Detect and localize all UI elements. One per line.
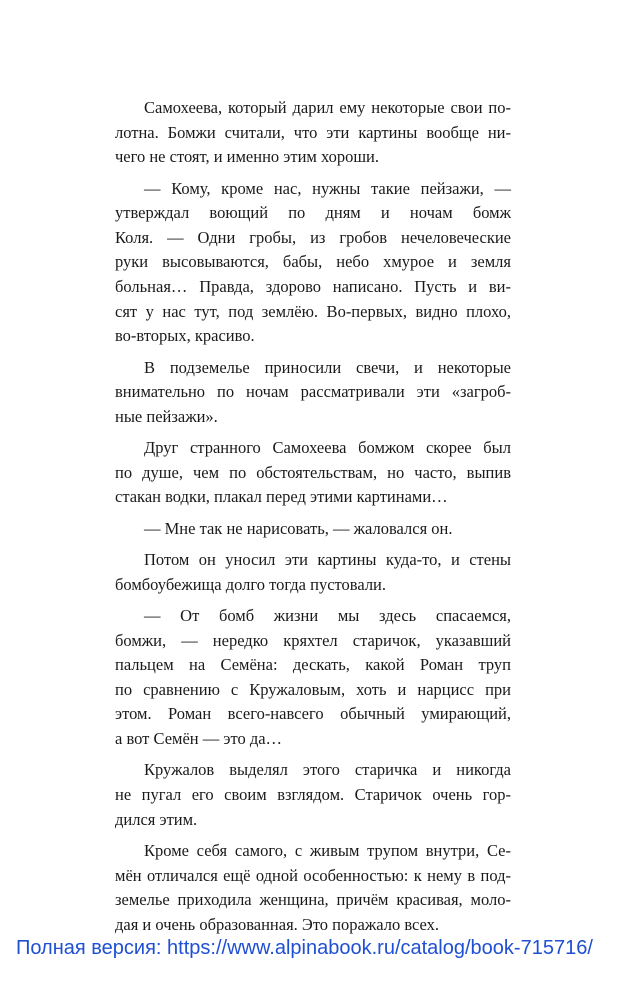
text-line: пальцем на Семёна: дескать, какой Роман труп — [115, 655, 511, 675]
text-line: бомжи, — нередко кряхтел старичок, указавший — [115, 630, 511, 650]
text-line: мён отличался ещё одной особенностью: к нему в под- — [115, 865, 511, 885]
text-line: не пугал его своим взглядом. Старичок очень гор- — [115, 785, 511, 805]
text-line: этом. Роман всего-навсего обычный умирающий, — [115, 704, 511, 724]
text-line: Друг странного Самохеева бомжом скорее был — [144, 438, 511, 458]
paragraph — [115, 436, 511, 510]
text-line: внимательно по ночам рассматривали эти «загроб- — [115, 382, 511, 402]
paragraph — [115, 548, 511, 597]
text-line: дился этим. — [115, 809, 198, 829]
paragraph — [115, 177, 511, 349]
text-line: лотна. Бомжи считали, что эти картины вообще ни- — [115, 122, 511, 142]
text-line: ные пейзажи». — [115, 406, 218, 426]
full-version-link[interactable]: Полная версия: https://www.alpinabook.ru/catalog/book-715716/ — [16, 937, 593, 959]
text-line: Кроме себя самого, с живым трупом внутри, Се- — [144, 841, 511, 860]
text-line: во-вторых, красиво. — [115, 326, 255, 346]
text-line: В подземелье приносили свечи, и некоторые — [144, 357, 511, 377]
text-line: Кружалов выделял этого старичка и никогда — [144, 760, 511, 780]
text-line: чего не стоят, и именно этим хороши. — [115, 147, 379, 167]
paragraph — [115, 517, 511, 542]
paragraph — [115, 96, 511, 170]
text-line: — Кому, кроме нас, нужны такие пейзажи, — — [144, 178, 511, 198]
text-line: земелье приходила женщина, причём красивая, моло- — [115, 890, 511, 910]
text-line: руки высовываются, бабы, небо хмурое и земля — [115, 252, 511, 272]
text-line: Самохеева, который дарил ему некоторые свои по- — [144, 98, 511, 117]
text-line: по душе, чем по обстоятельствам, но часто, выпив — [115, 462, 511, 482]
paragraph — [115, 839, 511, 937]
text-line: стакан водки, плакал перед этими картинами… — [115, 487, 448, 507]
text-line: Потом он уносил эти картины куда-то, и стены — [144, 550, 511, 570]
paragraph — [115, 604, 511, 752]
text-line: больная… Правда, здорово написано. Пусть и ви- — [115, 276, 511, 296]
text-line: дая и очень образованная. Это поражало всех. — [115, 914, 440, 934]
text-line: а вот Семён — это да… — [115, 729, 283, 749]
text-line: — Мне так не нарисовать, — жаловался он. — [144, 518, 453, 538]
text-line: сят у нас тут, под землёю. Во-первых, видно плохо, — [115, 301, 511, 321]
text-line: — От бомб жизни мы здесь спасаемся, — [144, 606, 511, 626]
text-line: утверждал воющий по дням и ночам бомж — [115, 203, 511, 223]
text-line: Коля. — Одни гробы, из гробов нечеловеческие — [115, 227, 511, 247]
text-line: по сравнению с Кружаловым, хоть и нарцисс при — [115, 679, 511, 699]
paragraph — [115, 758, 511, 832]
paragraph — [115, 356, 511, 430]
book-page-text — [115, 96, 511, 944]
text-line: бомбоубежища долго тогда пустовали. — [115, 574, 387, 594]
